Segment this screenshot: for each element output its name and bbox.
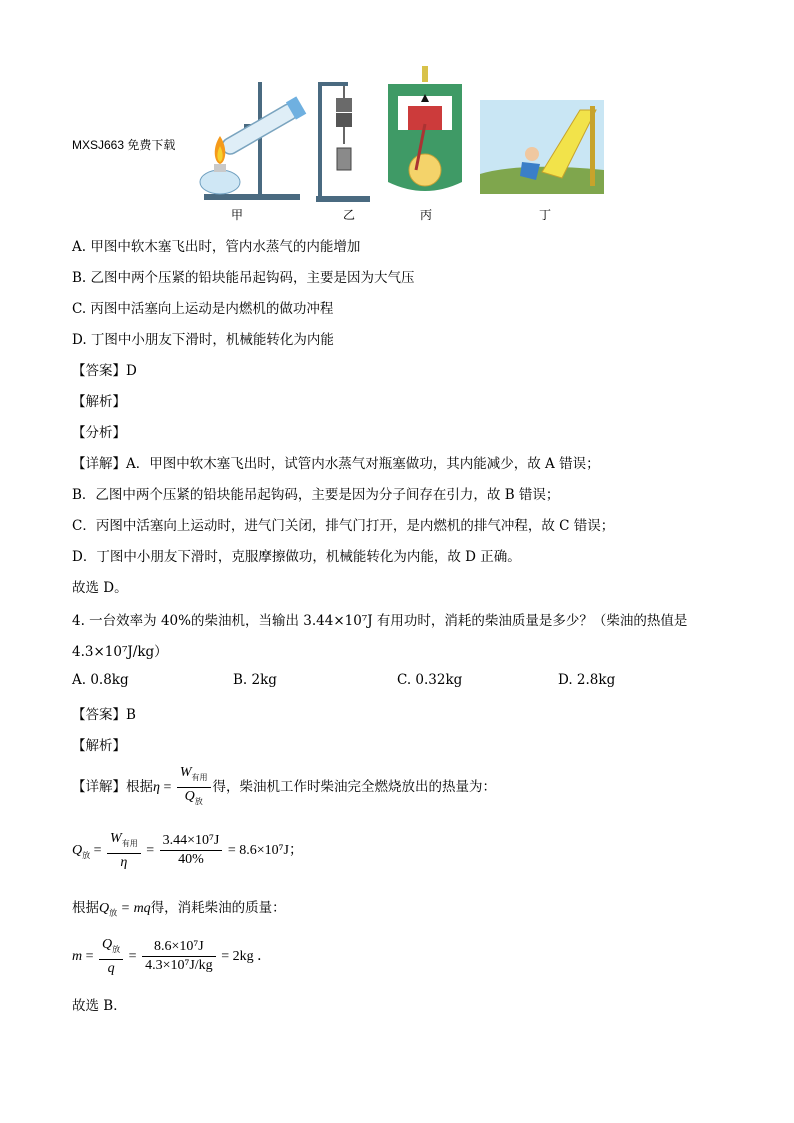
q4-mass-line: 根据$Q_放$ = mq得，消耗柴油的质量： bbox=[72, 900, 286, 918]
q4-eq1-result: = 8.6×10⁷J； bbox=[227, 843, 303, 859]
q3-answer: 【答案】D bbox=[72, 363, 137, 379]
figure-label-jia: 甲 bbox=[231, 208, 244, 222]
q4-option-c: C. 0.32kg bbox=[397, 672, 463, 688]
figure-bing-engine bbox=[384, 66, 466, 200]
figure-ding-slide bbox=[480, 100, 604, 194]
eta-symbol: η bbox=[153, 779, 160, 795]
figure-label-yi: 乙 bbox=[343, 208, 356, 222]
q3-option-c: C. 丙图中活塞向上运动是内燃机的做功冲程 bbox=[72, 301, 334, 317]
q3-detail-d: D．丁图中小朋友下滑时，克服摩擦做功，机械能转化为内能，故 D 正确。 bbox=[72, 549, 521, 565]
q3-option-b: B. 乙图中两个压紧的铅块能吊起钩码，主要是因为大气压 bbox=[72, 270, 415, 286]
q4-stem-line2: 4.3×10⁷J/kg） bbox=[72, 644, 168, 660]
q4-detail-prefix: 【详解】根据 bbox=[72, 778, 153, 795]
q3-detail-c: C．丙图中活塞向上运动时，进气门关闭，排气门打开，是内燃机的排气冲程，故 C 错误； bbox=[72, 518, 615, 534]
watermark-text: MXSJ663 免费下载 bbox=[72, 138, 176, 152]
q3-option-a: A. 甲图中软木塞飞出时，管内水蒸气的内能增加 bbox=[72, 239, 361, 255]
efficiency-fraction: $\frac{W_{有用}}{Q_放}$ bbox=[177, 764, 211, 811]
q3-option-d: D. 丁图中小朋友下滑时，机械能转化为内能 bbox=[72, 332, 334, 348]
q4-conclusion: 故选 B． bbox=[72, 998, 127, 1014]
q3-fenxi-heading: 【分析】 bbox=[72, 425, 126, 441]
q4-equation-mass: m = $\frac{Q_放}{q}$ = $\frac{\text{8.6×10⁷J}}{\text{4.3×10⁷J/kg}}$ = 2kg ． bbox=[72, 937, 272, 976]
figure-label-bing: 丙 bbox=[420, 208, 433, 222]
q4-analysis-heading: 【解析】 bbox=[72, 738, 126, 754]
q4-eq2-result: = 2kg ． bbox=[221, 949, 272, 965]
figure-jia-lab-stand bbox=[196, 78, 308, 206]
q4-equation-heat: $Q_放$ = $\frac{W_{有用}}{\eta}$ = $\frac{\text{3.44×10⁷J}}{40\%}$ = 8.6×10⁷J； bbox=[72, 831, 303, 870]
q4-detail-suffix: 得，柴油机工作时柴油完全燃烧放出的热量为： bbox=[212, 778, 497, 795]
q4-detail-line: 【详解】根据η = $\frac{W_{有用}}{Q_放}$ 得，柴油机工作时柴油完全燃烧放出的热量为： bbox=[72, 764, 496, 811]
q4-option-a: A. 0.8kg bbox=[72, 672, 129, 688]
figure-label-ding: 丁 bbox=[539, 208, 552, 222]
q4-stem-line1: 4. 一台效率为 40%的柴油机，当输出 3.44×10⁷J 有用功时，消耗的柴油质量是多少？（柴油的热值是 bbox=[72, 613, 688, 629]
q4-answer: 【答案】B bbox=[72, 707, 136, 723]
q4-option-d: D. 2.8kg bbox=[558, 672, 616, 688]
q3-analysis-heading: 【解析】 bbox=[72, 394, 126, 410]
q3-conclusion: 故选 D。 bbox=[72, 580, 128, 596]
q3-detail-a: 【详解】A．甲图中软木塞飞出时，试管内水蒸气对瓶塞做功，其内能减少，故 A 错误； bbox=[72, 456, 600, 472]
q4-option-b: B. 2kg bbox=[233, 672, 277, 688]
q3-detail-b: B．乙图中两个压紧的铅块能吊起钩码，主要是因为分子间存在引力，故 B 错误； bbox=[72, 487, 560, 503]
figure-yi-lead-blocks bbox=[312, 78, 372, 206]
